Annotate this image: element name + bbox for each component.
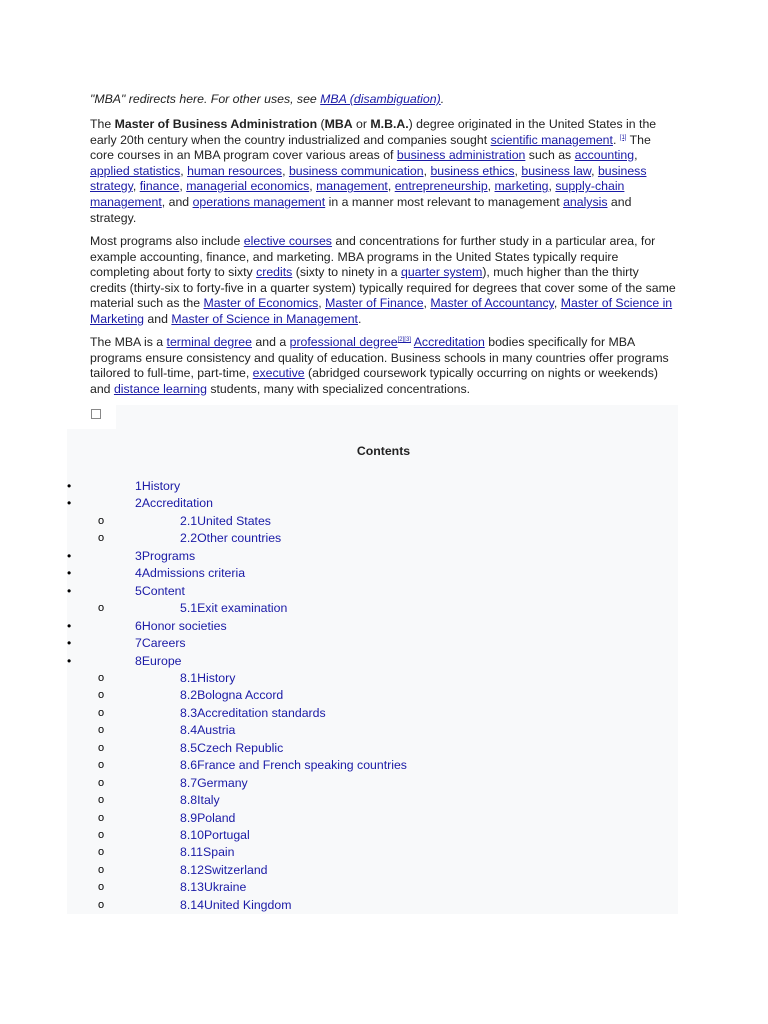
toc-link[interactable] — [180, 740, 283, 757]
text: The MBA is a — [90, 335, 167, 349]
toc-link[interactable] — [180, 862, 268, 879]
text: ) degree originated in the United States in the early 20th century when the country industrialized and companies sought — [90, 117, 657, 147]
text: . — [612, 132, 620, 147]
toc-item[interactable] — [0, 530, 768, 547]
toc-item[interactable] — [0, 583, 768, 600]
toc-item[interactable] — [0, 722, 768, 739]
toc-item[interactable] — [0, 775, 768, 792]
toc-toggle-checkbox[interactable] — [91, 409, 101, 419]
toc-title: Contents — [356, 444, 411, 458]
toc-number: 8.2 — [180, 688, 198, 702]
hatnote-text: "MBA" redirects here. For other uses, see — [90, 92, 321, 106]
bullet-circle-icon: o — [98, 724, 105, 736]
link-human-resources[interactable]: human resources — [187, 163, 283, 178]
article-subject: Master of Business Administration — [114, 117, 318, 131]
toc-number: 8.9 — [180, 811, 198, 825]
toc-label: Exit examination — [197, 601, 288, 615]
bullet-circle-icon: o — [98, 602, 105, 614]
toc-link[interactable] — [180, 705, 326, 722]
bullet-circle-icon: o — [98, 742, 105, 754]
toc-link[interactable] — [180, 844, 234, 861]
toc-number: 3 — [135, 549, 142, 563]
toc-label: History — [197, 671, 236, 685]
link-finance[interactable]: finance — [139, 179, 180, 194]
toc-corner — [67, 405, 90, 429]
toc-label: Czech Republic — [197, 741, 284, 755]
toc-item[interactable] — [0, 705, 768, 722]
disambiguation-link[interactable]: MBA (disambiguation) — [320, 92, 441, 106]
toc-label: Austria — [197, 723, 236, 737]
toc-item[interactable] — [0, 879, 768, 896]
text: such as — [525, 148, 575, 163]
bullet-circle-icon: o — [98, 899, 105, 911]
link-supply-chain-management[interactable]: supply-chain management — [90, 179, 625, 209]
bullet-circle-icon: o — [98, 881, 105, 893]
toc-label: Bologna Accord — [197, 688, 284, 702]
toc-link[interactable] — [180, 775, 248, 792]
link-distance-learning[interactable]: distance learning — [113, 381, 207, 396]
citation-2-3[interactable]: [2][3] — [397, 337, 411, 343]
link-managerial-economics[interactable]: managerial economics — [186, 179, 310, 194]
toc-number: 8.10 — [180, 828, 204, 842]
toc-link[interactable] — [180, 670, 235, 687]
toc-number: 8.8 — [180, 793, 198, 807]
toc-link[interactable] — [135, 635, 186, 652]
link-terminal-degree[interactable]: terminal degree — [166, 335, 252, 349]
toc-number: 8.12 — [180, 863, 204, 877]
bullet-disc-icon: • — [67, 479, 72, 493]
toc-number: 5 — [135, 584, 142, 598]
toc-number: 2.2 — [180, 531, 198, 545]
citation-1[interactable]: [1] — [619, 134, 627, 141]
link-marketing[interactable]: marketing — [494, 179, 549, 194]
toc-item[interactable] — [0, 862, 768, 879]
toc-number: 8 — [135, 654, 142, 668]
toc-item[interactable] — [0, 670, 768, 687]
bullet-circle-icon: o — [98, 672, 105, 684]
link-business-strategy[interactable]: business strategy — [90, 163, 647, 194]
abbreviation-mba: MBA — [324, 117, 353, 131]
text: ), much higher than the thirty credits (thirty-six to forty-five in a quarter system) typically required for degrees that cover some of the same material such as the — [90, 265, 676, 311]
toc-number: 8.4 — [180, 723, 198, 737]
toc-number: 2.1 — [180, 514, 198, 528]
bullet-circle-icon: o — [98, 812, 105, 824]
text: . — [357, 311, 362, 326]
toc-number: 8.13 — [180, 880, 204, 894]
bullet-circle-icon: o — [98, 532, 105, 544]
toc-item[interactable] — [0, 810, 768, 827]
link-analysis[interactable]: analysis — [563, 194, 608, 209]
toc-link[interactable] — [135, 478, 180, 495]
toc-label: Honor societies — [141, 619, 227, 633]
toc-item[interactable] — [0, 618, 768, 635]
toc-number: 5.1 — [180, 601, 198, 615]
abbreviation-mba-dotted: M.B.A. — [370, 117, 409, 131]
link-scientific-management[interactable]: scientific management — [490, 132, 613, 147]
toc-item[interactable] — [0, 635, 768, 652]
toc-number: 7 — [135, 636, 142, 650]
toc-label: France and French speaking countries — [197, 758, 407, 772]
link-accounting[interactable]: accounting — [574, 148, 635, 163]
text: (abridged coursework typically occurring on nights or weekends) and — [90, 366, 658, 396]
toc-item[interactable] — [0, 897, 768, 914]
link-professional-degree[interactable]: professional degree — [289, 335, 398, 349]
toc-item[interactable] — [0, 687, 768, 704]
toc-item[interactable] — [0, 478, 768, 495]
hatnote — [90, 92, 678, 108]
toc-label: Admissions criteria — [141, 566, 246, 580]
bullet-circle-icon: o — [98, 846, 105, 858]
toc-link[interactable] — [135, 495, 213, 512]
toc-item[interactable] — [0, 565, 768, 582]
toc-link[interactable] — [180, 792, 220, 809]
toc-label: Portugal — [203, 828, 250, 842]
toc-label: Switzerland — [203, 863, 268, 877]
toc-number: 1 — [135, 479, 142, 493]
toc-link[interactable] — [180, 530, 281, 547]
toc-label: United Kingdom — [203, 898, 292, 912]
toc-link[interactable] — [135, 548, 195, 565]
text: and strategy. — [90, 194, 632, 225]
toc-link[interactable] — [180, 757, 407, 774]
toc-item[interactable] — [0, 757, 768, 774]
toc-item[interactable] — [0, 548, 768, 565]
text: Most programs also include — [90, 234, 244, 248]
link-management[interactable]: management — [316, 179, 388, 194]
link-elective-courses[interactable]: elective courses — [243, 234, 332, 248]
link-applied-statistics[interactable]: applied statistics — [90, 163, 181, 178]
text: The core courses in an MBA program cover various areas of — [90, 132, 651, 163]
toc-label: Europe — [141, 654, 182, 668]
bullet-disc-icon: • — [67, 636, 72, 650]
link-business-communication[interactable]: business communication — [288, 163, 424, 178]
bullet-circle-icon: o — [98, 707, 105, 719]
toc-link[interactable] — [135, 583, 185, 600]
link-business-law[interactable]: business law — [521, 163, 592, 178]
toc-number: 8.11 — [180, 845, 204, 859]
toc-label: Programs — [141, 549, 196, 563]
bullet-circle-icon: o — [98, 864, 105, 876]
toc-item[interactable] — [0, 495, 768, 512]
toc-label: Accreditation — [141, 496, 213, 510]
toc-number: 8.1 — [180, 671, 198, 685]
toc-item[interactable] — [0, 844, 768, 861]
toc-link[interactable] — [180, 722, 235, 739]
toc-item[interactable] — [0, 513, 768, 530]
degree-paragraph — [90, 335, 678, 397]
toc-label: Italy — [197, 793, 220, 807]
toc-label: History — [141, 479, 181, 493]
text: The — [90, 117, 115, 131]
text: and concentrations for further study in a particular area, for example accounting, finance, and marketing. MBA programs in the United States typically require completing about forty to sixty — [90, 234, 656, 280]
toc-link[interactable] — [180, 513, 271, 530]
toc-label: Spain — [203, 845, 235, 859]
toc-number: 8.5 — [180, 741, 198, 755]
toc-label: Content — [141, 584, 185, 598]
toc-link[interactable] — [180, 897, 291, 914]
toc-item[interactable] — [0, 653, 768, 670]
link-credits[interactable]: credits — [256, 265, 293, 280]
toc-link[interactable] — [135, 653, 182, 670]
bullet-disc-icon: • — [67, 584, 72, 598]
bullet-circle-icon: o — [98, 777, 105, 789]
toc-label: Careers — [141, 636, 186, 650]
link-business-ethics[interactable]: business ethics — [430, 163, 515, 178]
bullet-circle-icon: o — [98, 689, 105, 701]
text: in a manner most relevant to management — [325, 194, 564, 209]
link-master-of-accountancy[interactable]: Master of Accountancy — [430, 296, 554, 311]
link-ms-marketing[interactable]: Master of Science in Marketing — [90, 296, 673, 326]
toc-number: 8.3 — [180, 706, 198, 720]
toc-label: Poland — [197, 811, 236, 825]
toc-link[interactable] — [135, 618, 227, 635]
text: or — [352, 117, 371, 131]
text: bodies specifically for MBA programs ensure consistency and quality of education. Business schools in many countries offer programs tailored to full-time, part-time, — [90, 335, 669, 381]
toc-item[interactable] — [0, 827, 768, 844]
bullet-circle-icon: o — [98, 829, 105, 841]
toc-label: Accreditation standards — [197, 706, 326, 720]
toc-item[interactable] — [0, 792, 768, 809]
toc-number: 6 — [135, 619, 142, 633]
toc-label: Germany — [197, 776, 248, 790]
link-operations-management[interactable]: operations management — [192, 194, 326, 209]
link-accreditation[interactable]: Accreditation — [413, 335, 485, 349]
toc-link[interactable] — [180, 827, 250, 844]
bullet-disc-icon: • — [67, 566, 72, 580]
text: and — [144, 311, 172, 326]
bullet-disc-icon: • — [67, 619, 72, 633]
toc-number: 8.14 — [180, 898, 204, 912]
bullet-circle-icon: o — [98, 759, 105, 771]
link-executive[interactable]: executive — [252, 366, 305, 381]
toc-number: 2 — [135, 496, 142, 510]
text: and a — [252, 335, 290, 349]
toc-link[interactable] — [135, 565, 245, 582]
bullet-circle-icon: o — [98, 794, 105, 806]
link-ms-management[interactable]: Master of Science in Management — [171, 311, 358, 326]
link-quarter-system[interactable]: quarter system — [400, 265, 483, 280]
toc-number: 4 — [135, 566, 142, 580]
link-master-of-finance[interactable]: Master of Finance — [325, 296, 424, 311]
text: students, many with specialized concentrations. — [206, 381, 471, 396]
text: , and — [161, 194, 193, 209]
intro-paragraph: The Master of Business Administration (MBA or M.B.A.) degree originated in the United States in the early 20th century when the country industrialized and companies sought scientific management. [1] The core courses in an MBA program cover various areas of business administration such as accounting, applied statistics, human resources, business communication, business ethics, business law, business strategy, finance, managerial economics, management, entrepreneurship, marketing, supply-chain management, and operations management in a manner most relevant to management analysis and strategy. — [90, 117, 657, 225]
toc-label: Ukraine — [203, 880, 247, 894]
bullet-disc-icon: • — [67, 496, 72, 510]
hatnote-period: . — [440, 92, 445, 106]
link-business-administration[interactable]: business administration — [396, 148, 526, 163]
bullet-disc-icon: • — [67, 549, 72, 563]
toc-number: 8.7 — [180, 776, 198, 790]
toc-link[interactable] — [180, 687, 283, 704]
text: (sixty to ninety in a — [292, 265, 401, 280]
toc-label: United States — [197, 514, 271, 528]
text: ( — [317, 117, 325, 131]
toc-item[interactable] — [0, 740, 768, 757]
toc-link[interactable] — [180, 879, 246, 896]
bullet-circle-icon: o — [98, 515, 105, 527]
link-master-of-economics[interactable]: Master of Economics — [203, 296, 319, 311]
toc-link[interactable] — [180, 810, 235, 827]
toc-item[interactable] — [0, 600, 768, 617]
link-entrepreneurship[interactable]: entrepreneurship — [394, 179, 488, 194]
toc-label: Other countries — [197, 531, 282, 545]
toc-number: 8.6 — [180, 758, 198, 772]
bullet-disc-icon: • — [67, 654, 72, 668]
programs-paragraph: Most programs also include elective courses and concentrations for further study in a particular area, for example accounting, finance, and marketing. MBA programs in the United States typically require completing about forty to sixty credits (sixty to ninety in a quarter system), much higher than the thirty credits (thirty-six to forty-five in a quarter system) typically required for degrees that cover some of the same material such as the Master of Economics, Master of Finance, Master of Accountancy, Master of Science in Marketing and Master of Science in Management. — [90, 234, 676, 326]
toc-link[interactable] — [180, 600, 287, 617]
